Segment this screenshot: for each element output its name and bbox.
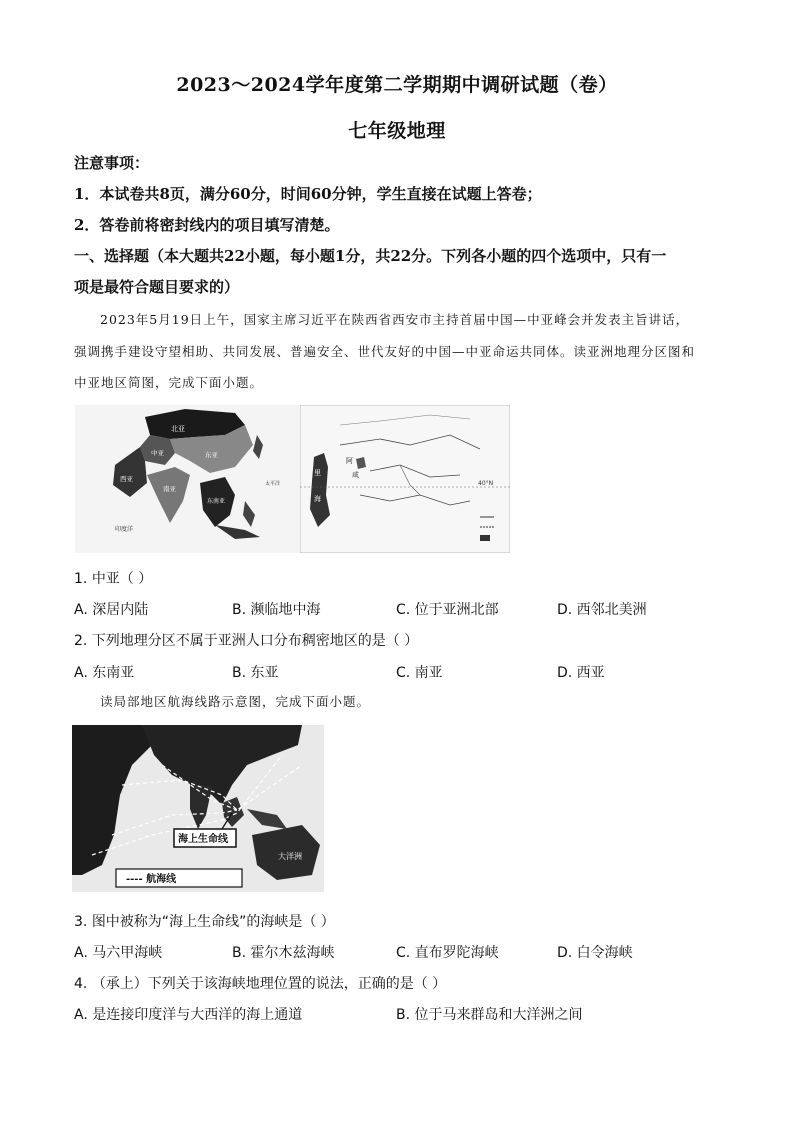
q4-option-b[interactable]: B. 位于马来群岛和大洋洲之间 [396, 1007, 583, 1023]
question-number: 1. [74, 571, 88, 587]
question-1 [74, 568, 152, 588]
passage-line-3: 中亚地区简图，完成下面小题。 [74, 375, 264, 390]
q1-option-a[interactable]: A. 深居内陆 [74, 602, 149, 618]
question-text: 图中被称为“海上生命线”的海峡是（ ） [91, 914, 335, 930]
q4-option-a[interactable]: A. 是连接印度洋与大西洋的海上通道 [74, 1007, 303, 1023]
q1-option-d[interactable]: D. 西邻北美洲 [557, 602, 647, 618]
label-north-asia: 北亚 [171, 425, 185, 433]
central-asia-map [300, 405, 510, 553]
label-southeast-asia: 东南亚 [207, 498, 226, 505]
question-text: （承上）下列关于该海峡地理位置的说法，正确的是（ ） [91, 976, 447, 992]
label-40n: 40°N [478, 480, 494, 487]
q3-option-c[interactable]: C. 直布罗陀海峡 [396, 945, 499, 961]
label-pacific-ocean: 太平洋 [265, 481, 281, 487]
q2-option-b[interactable]: B. 东亚 [232, 665, 279, 681]
passage-line-1: 2023年5月19日上午，国家主席习近平在陕西省西安市主持首届中国—中亚峰会并发表主旨讲话， [100, 312, 690, 327]
label-a: 阿 [346, 457, 353, 465]
q2-option-d[interactable]: D. 西亚 [557, 665, 605, 681]
question-4 [74, 973, 446, 993]
label-li: 里 [314, 469, 321, 477]
question-3 [74, 911, 335, 931]
label-xian: 咸 [352, 471, 359, 479]
label-hai: 海 [314, 495, 321, 503]
section-heading: 一、选择题（本大题共22小题，每小题1分，共22分。下列各小题的四个选项中，只有一 [74, 247, 667, 265]
question-number: 4. [74, 976, 88, 992]
question-number: 3. [74, 914, 88, 930]
q1-option-c[interactable]: C. 位于亚洲北部 [396, 602, 499, 618]
asia-regions-map [75, 405, 300, 553]
notice-item-1: 1．本试卷共8页，满分60分，时间60分钟，学生直接在试题上答卷； [74, 185, 542, 203]
page-subtitle: 七年级地理 [348, 120, 446, 142]
question-text: 下列地理分区不属于亚洲人口分布稠密地区的是（ ） [91, 633, 419, 649]
q3-option-b[interactable]: B. 霍尔木兹海峡 [232, 945, 335, 961]
q3-option-d[interactable]: D. 白令海峡 [557, 945, 633, 961]
label-west-asia: 西亚 [120, 475, 133, 483]
passage-2: 读局部地区航海线路示意图，完成下面小题。 [100, 694, 371, 709]
passage-line-2: 强调携手建设守望相助、共同发展、普遍安全、世代友好的中国—中亚命运共同体。读亚洲地理分区图和 [74, 344, 696, 359]
section-heading-cont: 项是最符合题目要求的） [74, 278, 240, 296]
q1-option-b[interactable]: B. 濒临地中海 [232, 602, 321, 618]
label-oceania: 大洋洲 [278, 852, 302, 861]
q2-option-c[interactable]: C. 南亚 [396, 665, 443, 681]
q2-option-a[interactable]: A. 东南亚 [74, 665, 135, 681]
label-south-asia: 南亚 [163, 485, 176, 493]
page-title: 2023～2024学年度第二学期期中调研试题（卷） [176, 74, 618, 96]
question-2 [74, 630, 418, 650]
question-text: 中亚（ ） [91, 571, 153, 587]
label-central-asia: 中亚 [151, 449, 164, 457]
callout-lifeline: 海上生命线 [178, 834, 228, 845]
legend-route: ---- 航海线 [126, 874, 177, 885]
notice-item-2: 2．答卷前将密封线内的项目填写清楚。 [74, 216, 340, 234]
label-indian-ocean: 印度洋 [115, 526, 134, 533]
notice-heading: 注意事项： [74, 154, 150, 172]
shipping-route-map [72, 725, 324, 892]
question-number: 2. [74, 633, 88, 649]
label-east-asia: 东亚 [205, 451, 218, 459]
q3-option-a[interactable]: A. 马六甲海峡 [74, 945, 163, 961]
